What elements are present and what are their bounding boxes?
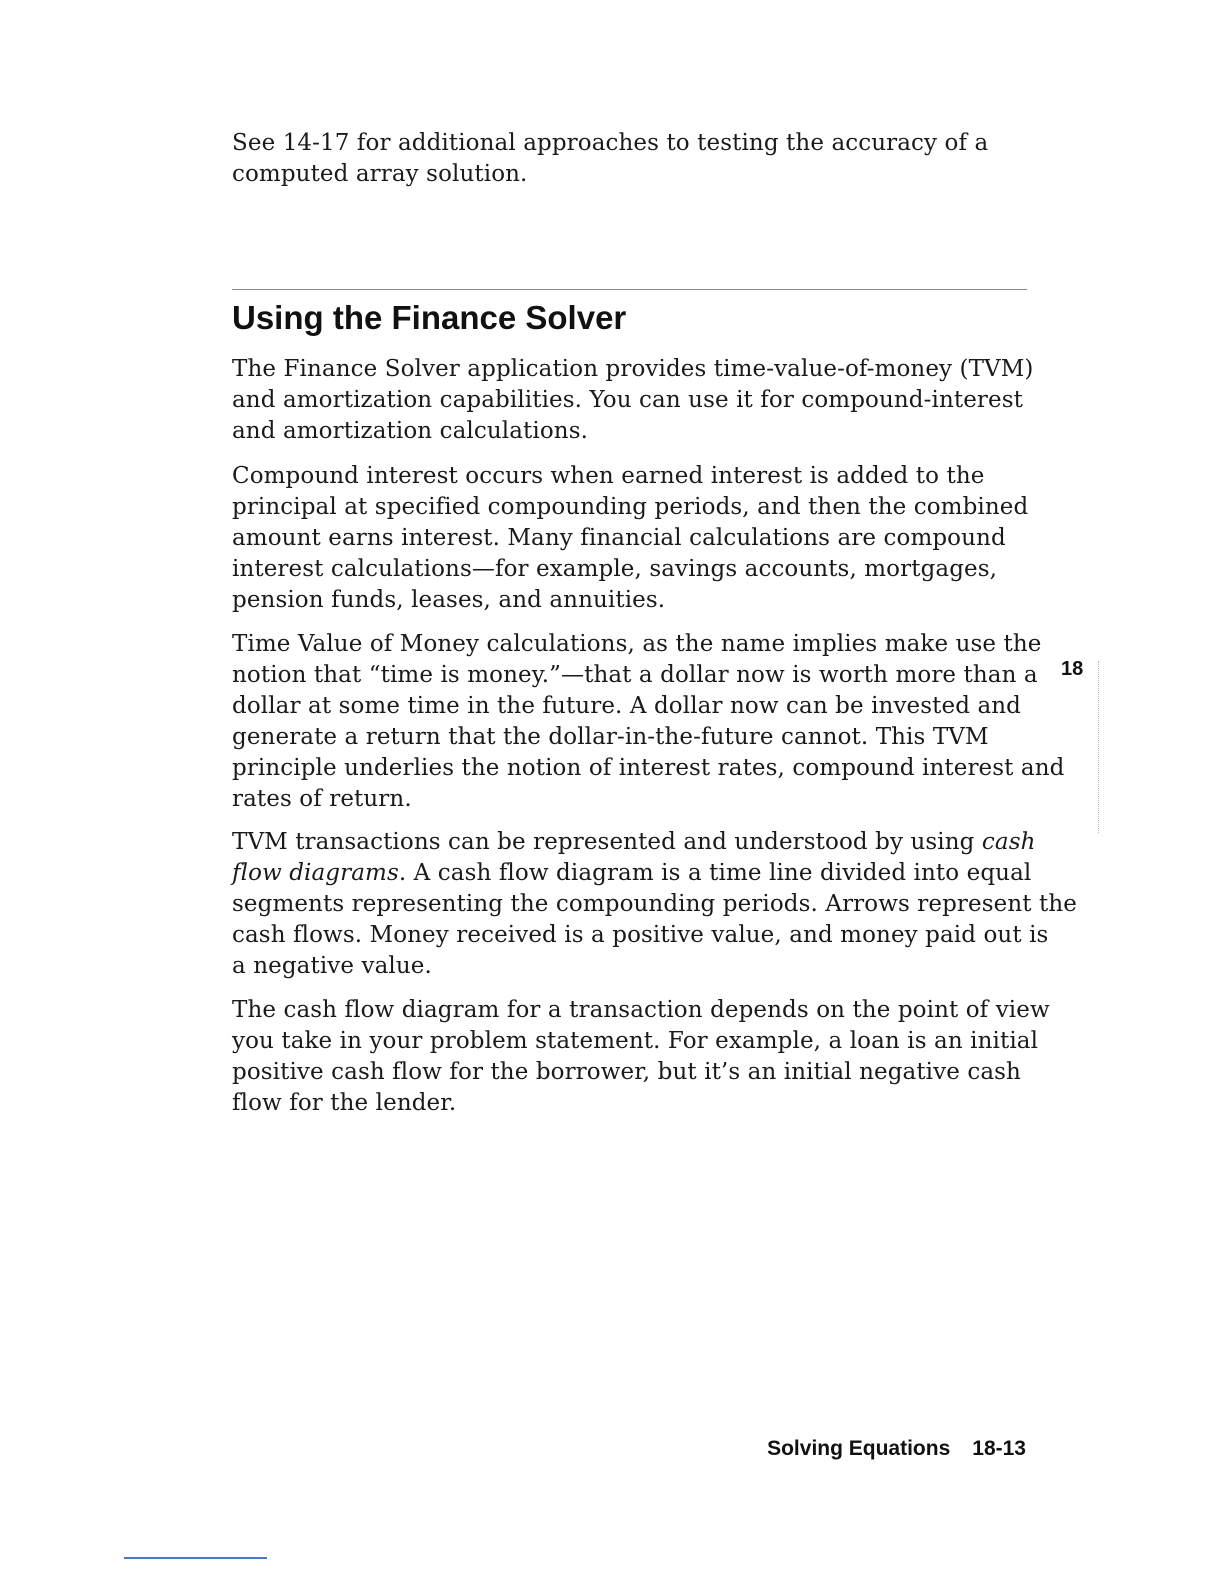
section-divider	[232, 289, 1027, 290]
emphasized-term: flow diagrams	[232, 860, 399, 886]
text-line: cash flows. Money received is a positive value, and money paid out is	[232, 922, 1049, 948]
text-line: positive cash flow for the borrower, but it’s an initial negative cash	[232, 1059, 1021, 1085]
text-line: flow for the lender.	[232, 1090, 457, 1116]
text-line: notion that “time is money.”—that a dollar now is worth more than a	[232, 662, 1038, 688]
tvm-overview-paragraph	[232, 354, 1032, 447]
text-line: The cash flow diagram for a transaction depends on the point of view	[232, 997, 1050, 1023]
text-line	[232, 827, 1036, 858]
footer-chapter-title: Solving Equations	[767, 1437, 951, 1460]
chapter-tab: 18	[1061, 658, 1084, 680]
time-value-paragraph	[232, 629, 1065, 815]
text-run: TVM transactions can be represented and understood by using	[232, 829, 982, 855]
section-heading: Using the Finance Solver	[232, 299, 627, 336]
text-line: principle underlies the notion of interest rates, compound interest and	[232, 755, 1065, 781]
scan-edge-line	[124, 1557, 267, 1559]
text-line: pension funds, leases, and annuities.	[232, 587, 666, 613]
chapter-tab-edge	[1098, 661, 1099, 833]
compound-interest-paragraph	[232, 461, 1032, 616]
text-line: dollar at some time in the future. A dollar now can be invested and	[232, 693, 1022, 719]
text-line: generate a return that the dollar-in-the-future cannot. This TVM	[232, 724, 989, 750]
text-line: computed array solution.	[232, 161, 528, 187]
text-line: Time Value of Money calculations, as the name implies make use the	[232, 631, 1042, 657]
text-line: segments representing the compounding periods. Arrows represent the	[232, 891, 1077, 917]
text-line: and amortization capabilities. You can use it for compound-interest	[232, 387, 1023, 413]
text-line: Compound interest occurs when earned interest is added to the	[232, 463, 985, 489]
text-line: you take in your problem statement. For example, a loan is an initial	[232, 1028, 1039, 1054]
footer-page-number: 18-13	[972, 1437, 1026, 1460]
text-line: and amortization calculations.	[232, 418, 589, 444]
text-line	[232, 858, 1032, 889]
text-line: See 14-17 for additional approaches to testing the accuracy of a	[232, 130, 989, 156]
text-line: amount earns interest. Many financial calculations are compound	[232, 525, 1006, 551]
cash-flow-paragraph	[232, 827, 1077, 982]
text-line: interest calculations—for example, savings accounts, mortgages,	[232, 556, 998, 582]
text-line: rates of return.	[232, 786, 412, 812]
point-of-view-paragraph	[232, 995, 1050, 1119]
text-line: principal at specified compounding periods, and then the combined	[232, 494, 1029, 520]
page-footer	[767, 1436, 1026, 1462]
intro-paragraph	[232, 128, 1032, 190]
text-line: a negative value.	[232, 953, 432, 979]
text-line: The Finance Solver application provides time-value-of-money (TVM)	[232, 356, 1034, 382]
text-run: . A cash flow diagram is a time line divided into equal	[398, 860, 1032, 886]
emphasized-term: cash	[981, 829, 1036, 855]
